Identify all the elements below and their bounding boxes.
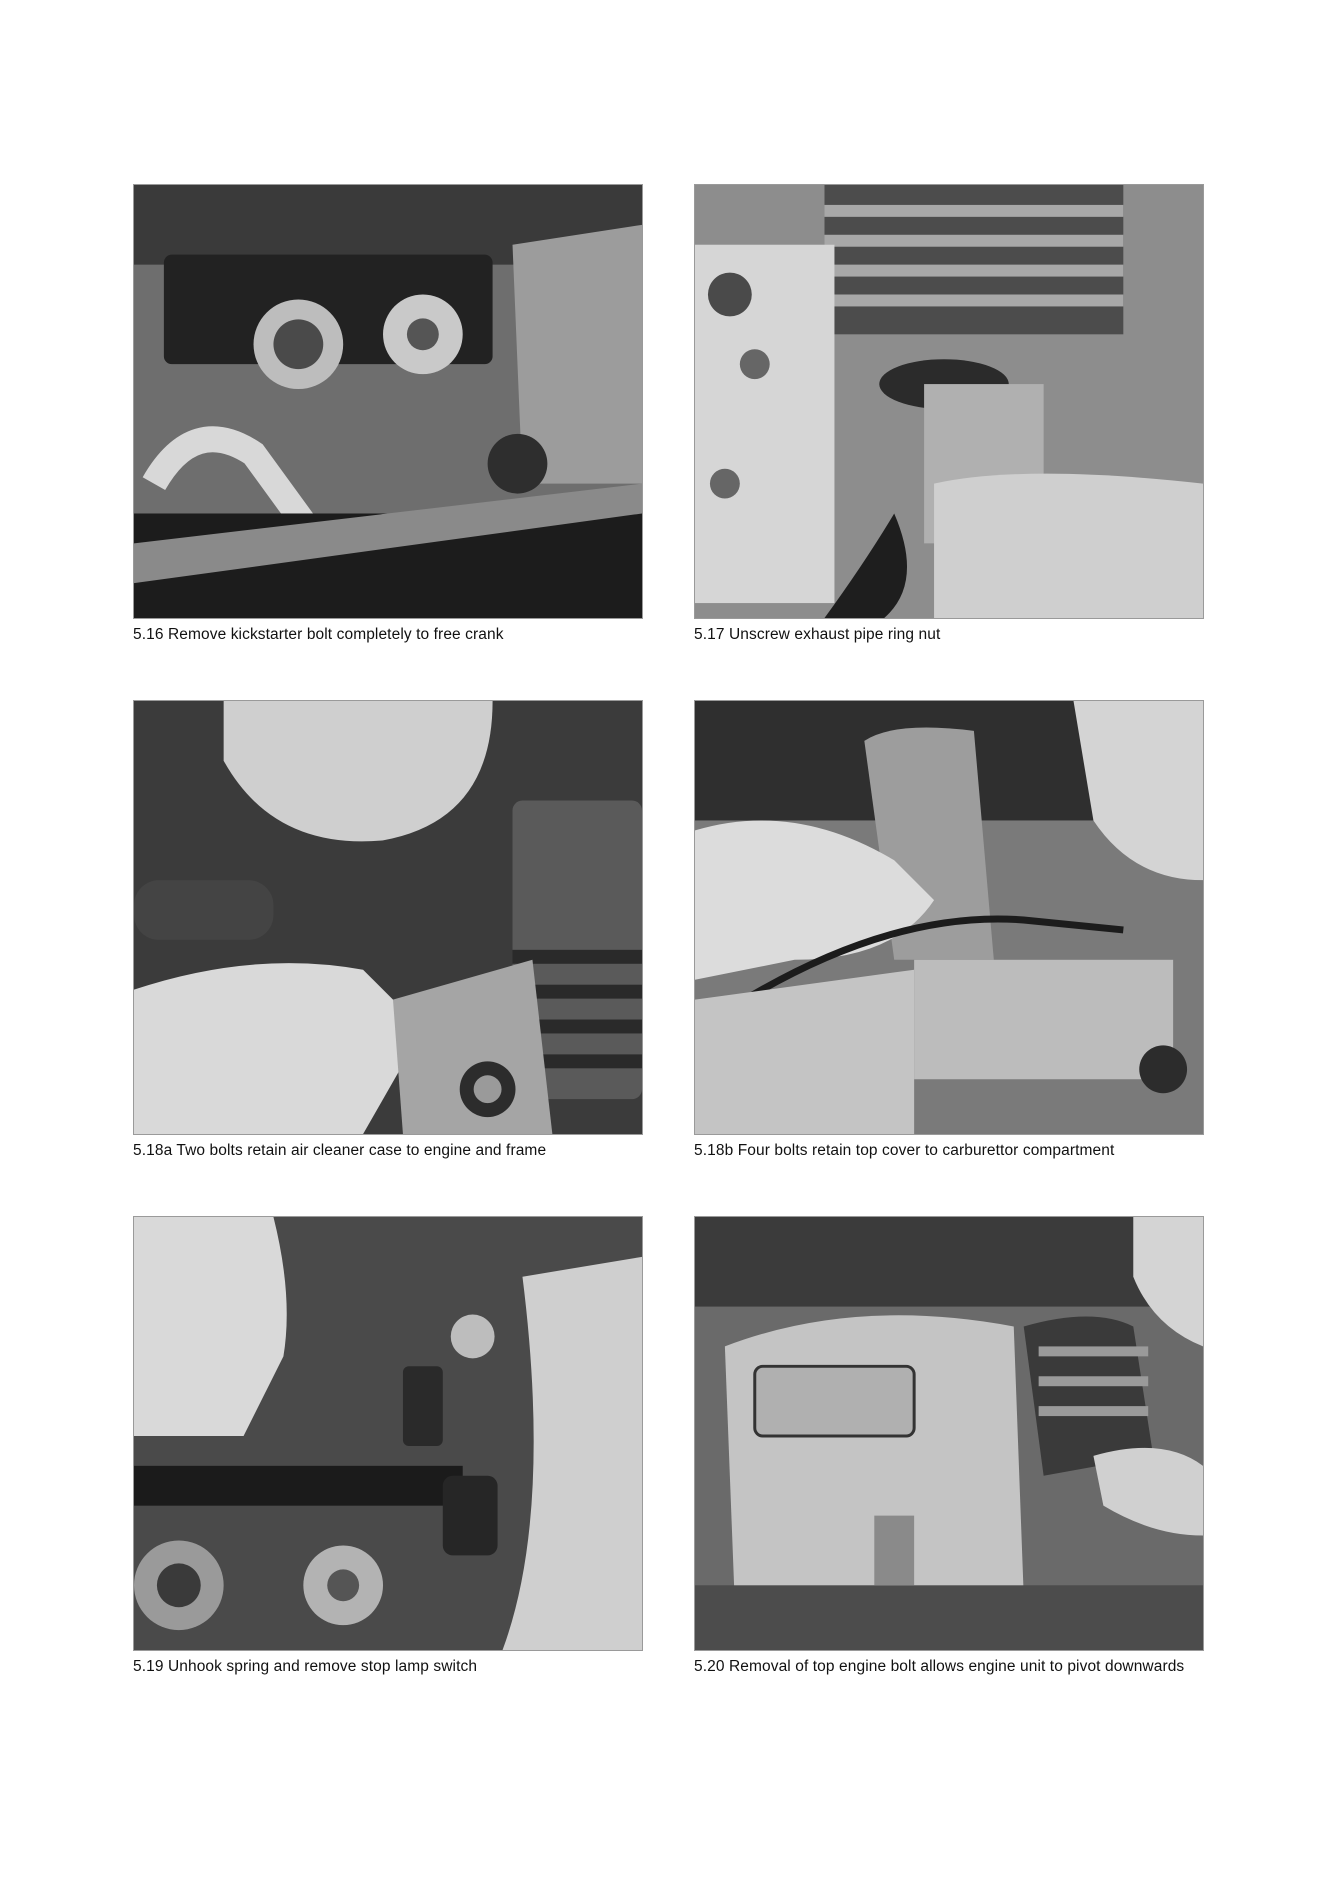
caption-5-19: 5.19 Unhook spring and remove stop lamp switch: [133, 1658, 478, 1675]
photo-illustration: [134, 1217, 642, 1650]
photo-kickstarter-bolt: [133, 184, 643, 619]
photo-exhaust-ring-nut: [694, 184, 1204, 619]
photo-illustration: [695, 185, 1203, 618]
figure-5-16: [133, 184, 643, 644]
figure-5-17: [694, 184, 1204, 644]
photo-air-cleaner-case: [133, 700, 643, 1135]
photo-stop-lamp-switch: [133, 1216, 643, 1651]
photo-illustration: [695, 1217, 1203, 1650]
figure-5-19: [133, 1216, 643, 1676]
photo-engine-pivot: [694, 1216, 1204, 1651]
photo-illustration: [695, 701, 1203, 1134]
photo-illustration: [134, 185, 642, 618]
caption-5-20: 5.20 Removal of top engine bolt allows engine unit to pivot downwards: [694, 1658, 1185, 1675]
caption-5-16: 5.16 Remove kickstarter bolt completely to free crank: [133, 626, 504, 643]
caption-5-17: 5.17 Unscrew exhaust pipe ring nut: [694, 626, 941, 643]
caption-5-18b: 5.18b Four bolts retain top cover to carburettor compartment: [694, 1142, 1115, 1159]
figure-5-20: [694, 1216, 1204, 1676]
figure-5-18a: [133, 700, 643, 1160]
figure-5-18b: [694, 700, 1204, 1160]
caption-5-18a: 5.18a Two bolts retain air cleaner case to engine and frame: [133, 1142, 547, 1159]
photo-illustration: [134, 701, 642, 1134]
photo-carburettor-top-cover: [694, 700, 1204, 1135]
